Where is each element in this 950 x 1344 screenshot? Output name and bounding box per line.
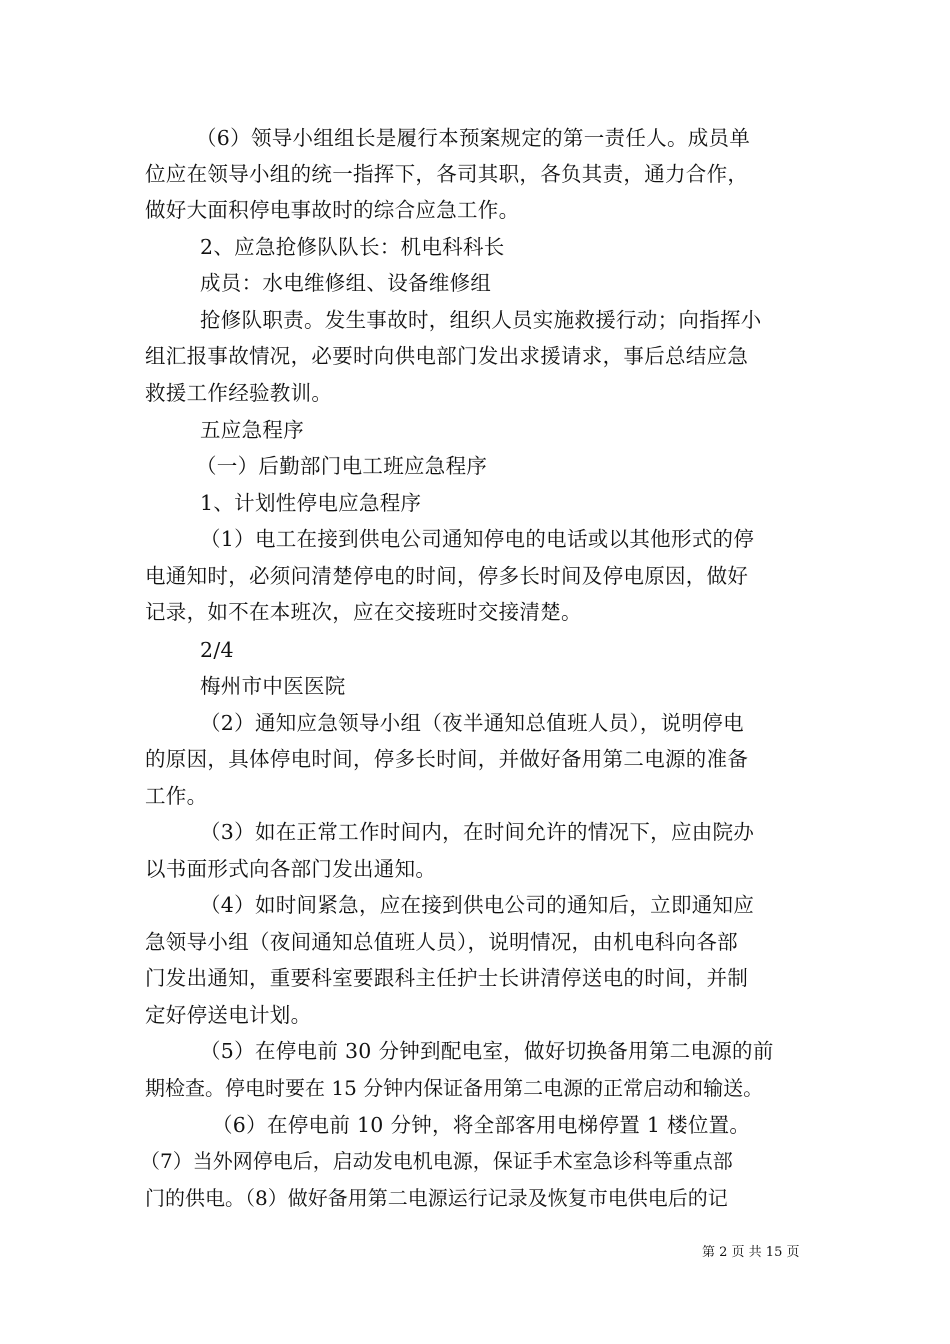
text-line: 期检查。停电时要在 15 分钟内保证备用第二电源的正常启动和输送。 [145, 1076, 764, 1100]
text-line: 工作。 [145, 784, 208, 808]
text-line: 记录，如不在本班次，应在交接班时交接清楚。 [145, 600, 582, 624]
section-heading: （一）后勤部门电工班应急程序 [196, 454, 488, 478]
text-line: 以书面形式向各部门发出通知。 [145, 857, 437, 881]
text-line: （5）在停电前 30 分钟到配电室，做好切换备用第二电源的前 [200, 1039, 774, 1063]
text-line: （4）如时间紧急，应在接到供电公司的通知后，立即通知应 [200, 893, 755, 917]
section-heading: 1、计划性停电应急程序 [200, 491, 422, 515]
text-line: 抢修队职责。发生事故时，组织人员实施救援行动；向指挥小 [200, 308, 762, 332]
text-line: （6）领导小组组长是履行本预案规定的第一责任人。成员单 [196, 126, 751, 150]
text-line: 门的供电。（8）做好备用第二电源运行记录及恢复市电供电后的记 [145, 1186, 728, 1210]
text-line: 定好停送电计划。 [145, 1003, 312, 1027]
text-line: 2、应急抢修队队长：机电科科长 [200, 235, 505, 259]
text-line: 的原因，具体停电时间，停多长时间，并做好备用第二电源的准备 [145, 747, 749, 771]
text-line: 位应在领导小组的统一指挥下，各司其职，各负其责，通力合作， [145, 162, 749, 186]
text-line: （1）电工在接到供电公司通知停电的电话或以其他形式的停 [200, 527, 755, 551]
text-line: 电通知时，必须问清楚停电的时间，停多长时间及停电原因，做好 [145, 564, 749, 588]
text-line: （3）如在正常工作时间内，在时间允许的情况下，应由院办 [200, 820, 755, 844]
text-line: （6）在停电前 10 分钟，将全部客用电梯停置 1 楼位置。 [212, 1113, 751, 1137]
text-line: 救援工作经验教训。 [145, 381, 333, 405]
page-number-footer: 第 2 页 共 15 页 [702, 1245, 800, 1260]
text-line: 门发出通知，重要科室要跟科主任护士长讲清停送电的时间，并制 [145, 966, 749, 990]
text-line: 做好大面积停电事故时的综合应急工作。 [145, 198, 520, 222]
hospital-name: 梅州市中医医院 [200, 674, 346, 698]
text-line: （2）通知应急领导小组（夜半通知总值班人员），说明停电 [200, 711, 744, 735]
section-heading: 五应急程序 [200, 418, 304, 442]
text-line: 急领导小组（夜间通知总值班人员），说明情况，由机电科向各部 [145, 930, 738, 954]
text-line: 成员：水电维修组、设备维修组 [200, 271, 492, 295]
page-marker: 2/4 [200, 638, 234, 662]
text-line: （7）当外网停电后，启动发电机电源，保证手术室急诊科等重点部 [140, 1149, 733, 1173]
text-line: 组汇报事故情况，必要时向供电部门发出求援请求，事后总结应急 [145, 344, 749, 368]
